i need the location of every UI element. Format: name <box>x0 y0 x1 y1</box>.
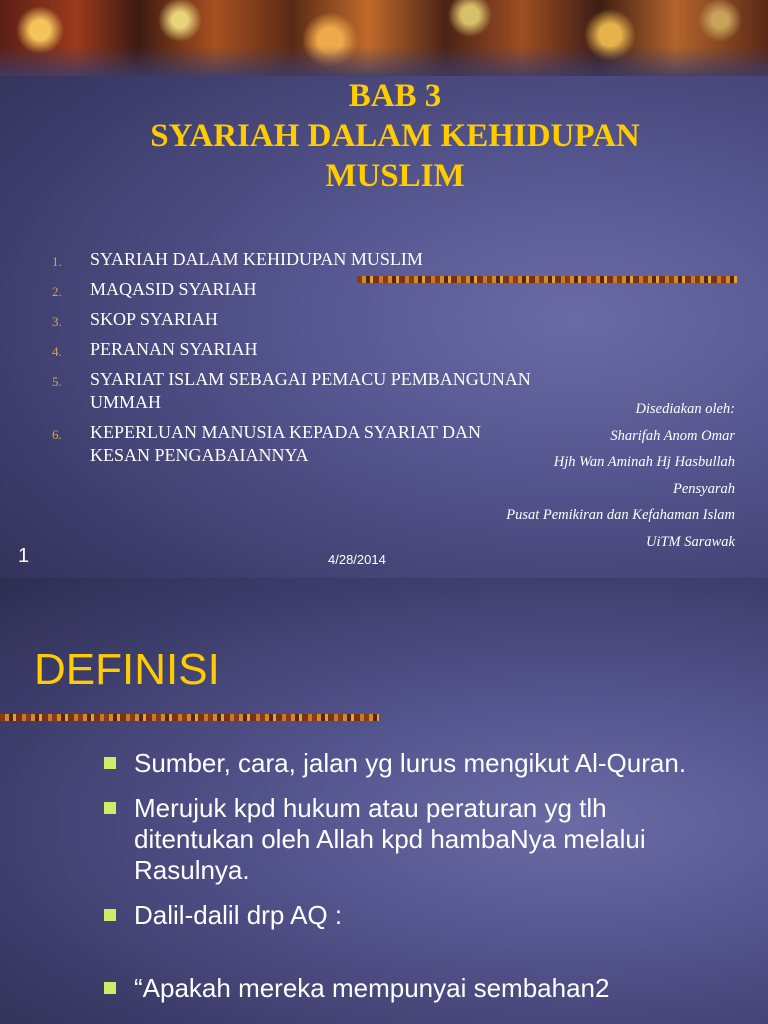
topic-number: 5. <box>52 374 62 389</box>
bullet-item <box>104 748 724 779</box>
topic-item <box>52 338 532 361</box>
slide-title <box>0 76 768 196</box>
bullet-item <box>104 793 724 886</box>
bullet-text: Dalil-dalil drp AQ : <box>134 900 343 930</box>
topic-item <box>52 308 532 331</box>
bullet-text: Merujuk kpd hukum atau peraturan yg tlh ditentukan oleh Allah kpd hambaNya melalui Rasulnya. <box>134 793 646 885</box>
bullet-text: “Apakah mereka mempunyai sembahan2 <box>134 973 610 1003</box>
topic-number: 6. <box>52 427 62 442</box>
topic-item <box>52 278 532 301</box>
definition-list <box>104 748 724 1018</box>
topic-item <box>52 248 532 271</box>
bullet-text: Sumber, cara, jalan yg lurus mengikut Al-Quran. <box>134 748 687 778</box>
title-line-1: BAB 3 <box>348 78 442 114</box>
topic-text: SKOP SYARIAH <box>90 309 218 329</box>
title-line-2: SYARIAH DALAM KEHIDUPAN <box>150 118 640 154</box>
topic-number: 3. <box>52 314 62 329</box>
author-credits <box>395 396 735 555</box>
topic-number: 2. <box>52 284 62 299</box>
title-line-3: MUSLIM <box>325 158 465 194</box>
credit-line: Pensyarah <box>672 480 735 497</box>
bullet-square-icon <box>104 909 116 921</box>
page-number: 1 <box>18 545 30 567</box>
decorative-divider <box>0 714 379 721</box>
credit-line: Sharifah Anom Omar <box>610 427 735 444</box>
slide-date: 4/28/2014 <box>328 552 386 567</box>
topic-text: PERANAN SYARIAH <box>90 339 258 359</box>
decorative-header-image <box>0 0 768 76</box>
slide-title: DEFINISI <box>34 645 220 694</box>
bullet-item <box>104 900 724 931</box>
bullet-square-icon <box>104 982 116 994</box>
topic-text: SYARIAH DALAM KEHIDUPAN MUSLIM <box>90 249 423 269</box>
bullet-square-icon <box>104 757 116 769</box>
topic-number: 1. <box>52 254 62 269</box>
bullet-square-icon <box>104 802 116 814</box>
credit-line: UiTM Sarawak <box>645 533 735 550</box>
topic-number: 4. <box>52 344 62 359</box>
topic-text: MAQASID SYARIAH <box>90 279 257 299</box>
credit-line: Pusat Pemikiran dan Kefahaman Islam <box>506 507 735 523</box>
topic-text: SYARIAT ISLAM SEBAGAI PEMACU PEMBANGUNAN UMMAH <box>90 369 531 412</box>
bullet-item <box>104 973 724 1004</box>
slide-2 <box>0 578 768 1024</box>
credit-line: Hjh Wan Aminah Hj Hasbullah <box>553 454 735 470</box>
topic-text: KEPERLUAN MANUSIA KEPADA SYARIAT DAN KESAN PENGABAIANNYA <box>90 422 482 465</box>
credit-line: Disediakan oleh: <box>635 401 735 417</box>
